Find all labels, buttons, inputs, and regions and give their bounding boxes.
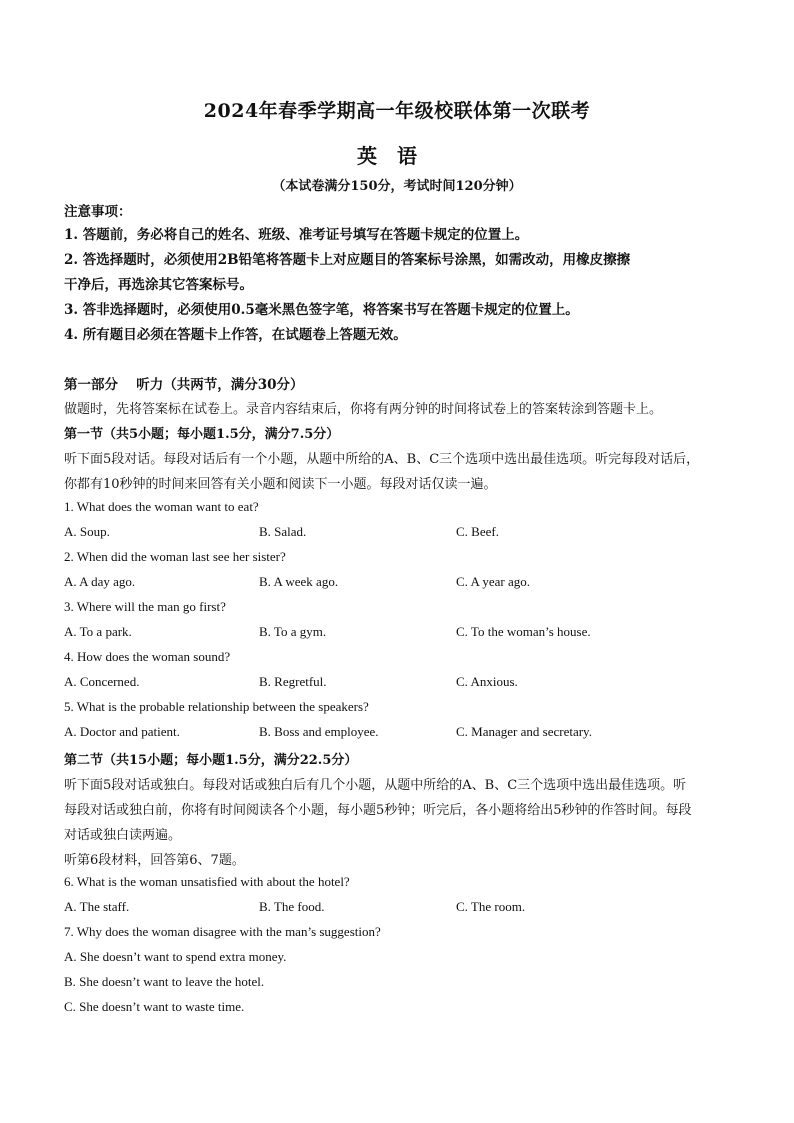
- q7-option-b: B. She doesn’t want to leave the hotel.: [64, 974, 265, 989]
- section1-instructions-line-2: 你都有10秒钟的时间来回答有关小题和阅读下一小题。每段对话仅读一遍。: [64, 477, 497, 492]
- notice-item-1: 1. 答题前，务必将自己的姓名、班级、准考证号填写在答题卡规定的位置上。: [64, 227, 529, 243]
- notice-item-4: 4. 所有题目必须在答题卡上作答，在试题卷上答题无效。: [64, 327, 407, 343]
- q5-option-b: B. Boss and employee.: [259, 724, 379, 739]
- q5-option-a: A. Doctor and patient.: [64, 724, 180, 739]
- question-5: 5. What is the probable relationship between the speakers?: [64, 699, 369, 714]
- section1-heading: 第一节（共5小题；每小题1.5分，满分7.5分）: [64, 427, 340, 442]
- q7-option-c: C. She doesn’t want to waste time.: [64, 999, 245, 1014]
- q4-option-a: A. Concerned.: [64, 674, 140, 689]
- section1-instructions-line-1: 听下面5段对话。每段对话后有一个小题，从题中所给的A、B、C三个选项中选出最佳选项。听完每段对话后，: [64, 452, 700, 467]
- question-6: 6. What is the woman unsatisfied with about the hotel?: [64, 874, 350, 889]
- part1-intro: 做题时，先将答案标在试卷上。录音内容结束后，你将有两分钟的时间将试卷上的答案转涂到答题卡上。: [64, 402, 663, 417]
- section2-instructions-line-2: 每段对话或独白前，你将有时间阅读各个小题，每小题5秒钟；听完后，各小题将给出5秒钟的作答时间。每段: [64, 803, 692, 818]
- q1-option-c: C. Beef.: [456, 524, 499, 539]
- exam-subject: 英语: [357, 144, 437, 168]
- q4-option-b: B. Regretful.: [259, 674, 327, 689]
- exam-title: 2024年春季学期高一年级校联体第一次联考: [203, 100, 591, 122]
- q4-option-c: C. Anxious.: [456, 674, 518, 689]
- notice-item-2-cont: 干净后，再选涂其它答案标号。: [64, 277, 253, 293]
- material-6-heading: 听第6段材料，回答第6、7题。: [64, 853, 245, 868]
- q1-option-a: A. Soup.: [64, 524, 110, 539]
- question-3: 3. Where will the man go first?: [64, 599, 226, 614]
- notice-item-2: 2. 答选择题时，必须使用2B铅笔将答题卡上对应题目的答案标号涂黑，如需改动，用橡皮擦擦: [64, 252, 631, 268]
- q1-option-b: B. Salad.: [259, 524, 307, 539]
- q2-option-b: B. A week ago.: [259, 574, 339, 589]
- q5-option-c: C. Manager and secretary.: [456, 724, 592, 739]
- section2-instructions-line-1: 听下面5段对话或独白。每段对话或独白后有几个小题，从题中所给的A、B、C三个选项中选出最佳选项。听: [64, 778, 687, 793]
- q2-option-a: A. A day ago.: [64, 574, 136, 589]
- q3-option-a: A. To a park.: [64, 624, 132, 639]
- notice-heading: 注意事项：: [64, 204, 132, 220]
- q6-option-a: A. The staff.: [64, 899, 130, 914]
- question-4: 4. How does the woman sound?: [64, 649, 231, 664]
- q6-option-c: C. The room.: [456, 899, 526, 914]
- question-7: 7. Why does the woman disagree with the man’s suggestion?: [64, 924, 381, 939]
- q3-option-c: C. To the woman’s house.: [456, 624, 591, 639]
- q2-option-c: C. A year ago.: [456, 574, 531, 589]
- q3-option-b: B. To a gym.: [259, 624, 327, 639]
- q6-option-b: B. The food.: [259, 899, 325, 914]
- section2-instructions-line-3: 对话或独白读两遍。: [64, 828, 182, 843]
- section2-heading: 第二节（共15小题；每小题1.5分，满分22.5分）: [64, 753, 358, 768]
- notice-item-3: 3. 答非选择题时，必须使用0.5毫米黑色签字笔，将答案书写在答题卡规定的位置上。: [64, 302, 579, 318]
- question-1: 1. What does the woman want to eat?: [64, 499, 259, 514]
- exam-score-time-note: （本试卷满分150分，考试时间120分钟）: [272, 179, 522, 194]
- part1-heading: 第一部分 听力（共两节，满分30分）: [64, 377, 304, 393]
- q7-option-a: A. She doesn’t want to spend extra money.: [64, 949, 287, 964]
- question-2: 2. When did the woman last see her sister?: [64, 549, 286, 564]
